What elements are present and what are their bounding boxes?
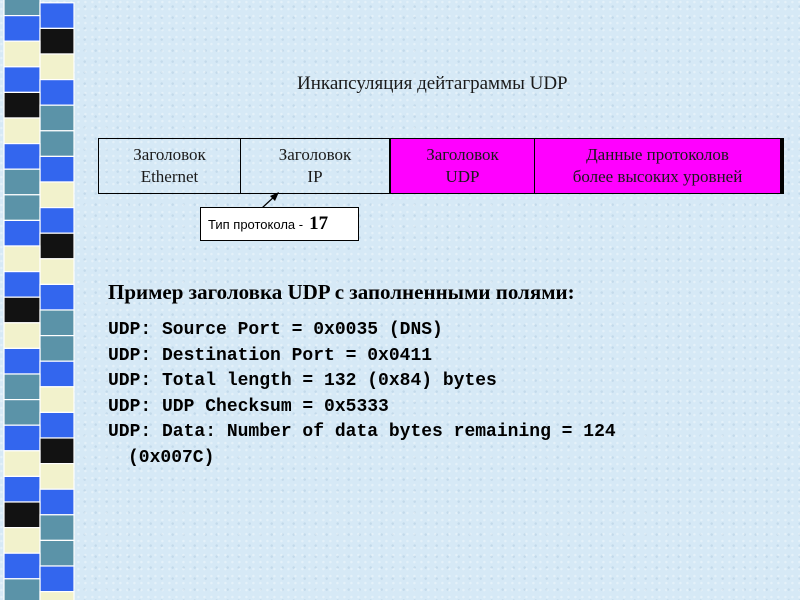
stripe-block xyxy=(40,438,74,464)
stripe-block xyxy=(4,348,40,374)
code-line-checksum: UDP: UDP Checksum = 0x5333 xyxy=(108,396,389,417)
decorative-stripe-bar xyxy=(0,0,92,600)
stripe-block xyxy=(4,169,40,195)
stripe-block xyxy=(4,246,40,272)
stripe-block xyxy=(40,182,74,208)
example-subtitle: Пример заголовка UDP с заполненными полями: xyxy=(108,280,575,304)
stripe-block xyxy=(4,0,40,16)
stripe-block xyxy=(40,489,74,515)
stripe-block xyxy=(40,208,74,234)
stripe-block xyxy=(4,16,40,42)
stripe-block xyxy=(4,425,40,451)
stripe-block xyxy=(40,233,74,259)
ethernet-header-label: Заголовок Ethernet xyxy=(133,145,206,186)
protocol-type-value: 17 xyxy=(309,213,329,234)
stripe-block xyxy=(4,502,40,528)
code-line-data-continued: (0x007C) xyxy=(128,447,215,468)
stripe-block xyxy=(4,579,40,600)
stripe-block xyxy=(40,412,74,438)
stripe-block xyxy=(4,92,40,118)
stripe-block xyxy=(40,131,74,157)
stripe-block xyxy=(4,528,40,554)
code-line-total-length: UDP: Total length = 132 (0x84) bytes xyxy=(108,371,497,391)
stripe-block xyxy=(4,195,40,221)
stripe-block xyxy=(40,336,74,362)
upper-layer-data-cell xyxy=(534,138,781,194)
stripe-block xyxy=(40,592,74,600)
protocol-type-box xyxy=(200,207,359,241)
udp-header-example xyxy=(108,318,616,471)
slide-title: Инкапсуляция дейтаграммы UDP xyxy=(297,73,568,94)
stripe-block xyxy=(4,553,40,579)
stripe-block xyxy=(40,361,74,387)
stripe-block xyxy=(4,144,40,170)
protocol-type-label: Тип протокола - xyxy=(208,216,304,232)
stripe-block xyxy=(4,67,40,93)
stripe-block xyxy=(4,41,40,67)
stripe-block xyxy=(40,105,74,131)
stripe-block xyxy=(4,118,40,144)
stripe-block xyxy=(4,476,40,502)
stripe-block xyxy=(40,515,74,541)
stripe-block xyxy=(4,220,40,246)
stripe-block xyxy=(40,80,74,106)
code-line-source-port: UDP: Source Port = 0x0035 (DNS) xyxy=(108,320,443,340)
stripe-block xyxy=(40,156,74,182)
stripe-block xyxy=(4,374,40,400)
ethernet-header-cell xyxy=(98,138,241,194)
stripe-block xyxy=(40,3,74,29)
stripe-block xyxy=(40,259,74,285)
stripe-block xyxy=(40,54,74,80)
stripe-block xyxy=(4,323,40,349)
frame-edge-shadow xyxy=(781,138,784,194)
code-line-data: UDP: Data: Number of data bytes remaining = 124 xyxy=(108,422,616,442)
udp-header-label: Заголовок UDP xyxy=(426,145,499,186)
code-line-destination-port: UDP: Destination Port = 0x0411 xyxy=(108,345,433,366)
stripe-block xyxy=(4,451,40,477)
stripe-block xyxy=(40,284,74,310)
stripe-block xyxy=(40,566,74,592)
udp-header-cell xyxy=(390,138,535,194)
stripe-block xyxy=(4,297,40,323)
stripe-block xyxy=(4,272,40,298)
stripe-block xyxy=(40,310,74,336)
upper-layer-data-label: Данные протоколов более высоких уровней xyxy=(572,145,743,186)
ip-header-label: Заголовок IP xyxy=(278,145,352,186)
stripe-block xyxy=(40,28,74,54)
stripe-block xyxy=(40,540,74,566)
stripe-block xyxy=(40,387,74,413)
stripe-block xyxy=(40,464,74,490)
stripe-block xyxy=(4,400,40,426)
ip-header-cell xyxy=(240,138,390,194)
